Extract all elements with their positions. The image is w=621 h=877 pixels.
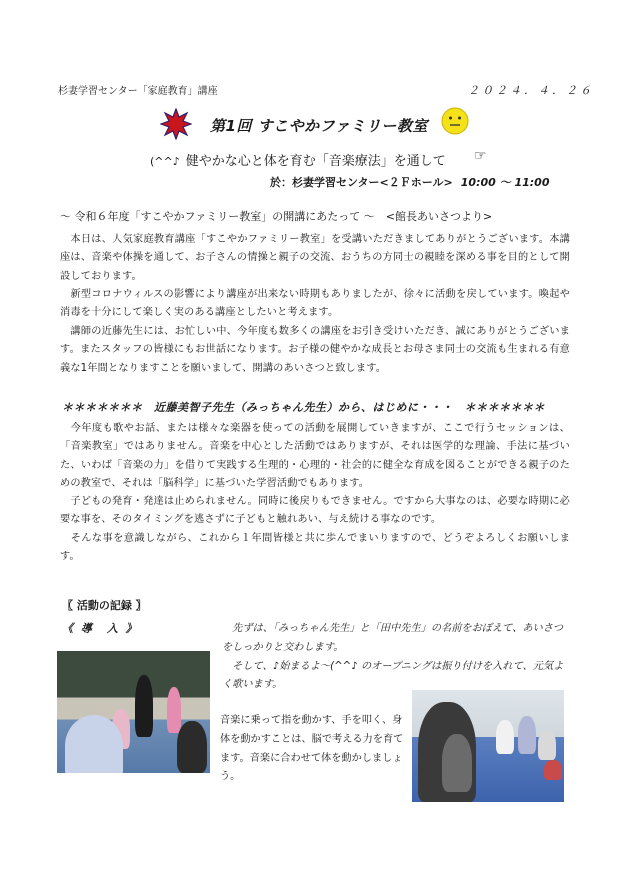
star-icon (160, 108, 192, 140)
subtitle-text: 健やかな心と体を育む「音楽療法」を通して (185, 154, 446, 169)
date-label: ２０２４．４．２６ (468, 84, 594, 97)
teacher-heading: ＊＊＊＊＊＊＊ 近藤美智子先生（みっちゃん先生）から、はじめに・・・ ＊＊＊＊＊＊＊ (62, 401, 545, 414)
intro-label: 《 導 入 》 (62, 622, 139, 635)
teacher-paragraph: 今年度も歌やお話、または様々な楽器を使っての活動を展開していきますが、ここで行うセッションは、「音楽教室」ではありません。音楽を中心とした活動ではありますが、それは医学的な理論、手法に基づいた、いわば「音楽の力」を借りて実践する生理的・心理的・社会的に健全な育成を図ることができる親子のための教室で、それは「脳科学」に基づいた学習活動でもあります。 (60, 423, 570, 490)
venue-time: 10:00 ～ 11:00 (460, 176, 550, 189)
teacher-paragraph: そんな事を意識しながら、これから１年間皆様と共に歩んでまいりますので、どうぞよろしくお願いします。 (60, 533, 570, 563)
activity-description: 音楽に乗って指を動かす、手を叩く、身体を動かすことは、脳で考える力を育てます。音楽に合わせて体を動かしましょう。 (220, 715, 404, 783)
activity-photo (412, 690, 564, 802)
teacher-paragraph: 子どもの発育・発達は止められません。同時に後戻りもできません。ですから大事なのは、必要な時期に必要な事を、そのタイミングを逃さずに子どもと触れあい、与え続ける事なのです。 (60, 496, 570, 526)
record-heading: 〖 活動の記録 〗 (62, 599, 147, 612)
venue-place: 於：杉妻学習センター<２Ｆホール> (270, 176, 453, 189)
hand-icon: ☞ (474, 148, 487, 164)
greeting-paragraph: 講師の近藤先生には、お忙しい中、今年度も数多くの講座をお引き受けいただき、誠にありがとうございます。またスタッフの皆様にもお世話になります。お子様の健やかな成長とお母さま同士の交流も生まれる有意義な1年間となりますことを願いまして、開講のあいさつと致します。 (60, 326, 570, 374)
venue-line (270, 174, 549, 190)
activity-photo (57, 651, 210, 773)
music-note-icon: (^^♪ (150, 155, 180, 168)
greeting-paragraph: 新型コロナウィルスの影響により講座が出来ない時期もありましたが、徐々に活動を戻しています。喚起や消毒を十分にして楽しく実のある講座としたいと考えます。 (60, 289, 570, 319)
smile-icon (440, 106, 470, 136)
intro-text: 先ずは、「みっちゃん先生」と「田中先生」の名前をおぼえて、あいさつをしっかりと交わします。 そして、♪始まるよ～(^^♪ のオープニングは振り付けを入れて、元気よく歌います。 (222, 623, 564, 691)
greeting-paragraph: 本日は、人気家庭教育講座「すこやかファミリー教室」を受講いただきましてありがとうございます。本講座は、音楽や体操を通して、お子さんの情操と親子の交流、おうちの方同士の親睦を深める事を目的として開設しております。 (60, 234, 570, 282)
page-title: 第1回 すこやかファミリー教室 (210, 117, 428, 135)
subtitle (150, 150, 446, 169)
greeting-heading: ～ 令和６年度「すこやかファミリー教室」の開講にあたって ～ <館長あいさつより> (60, 210, 493, 223)
organizer-label: 杉妻学習センター「家庭教育」講座 (58, 86, 218, 97)
